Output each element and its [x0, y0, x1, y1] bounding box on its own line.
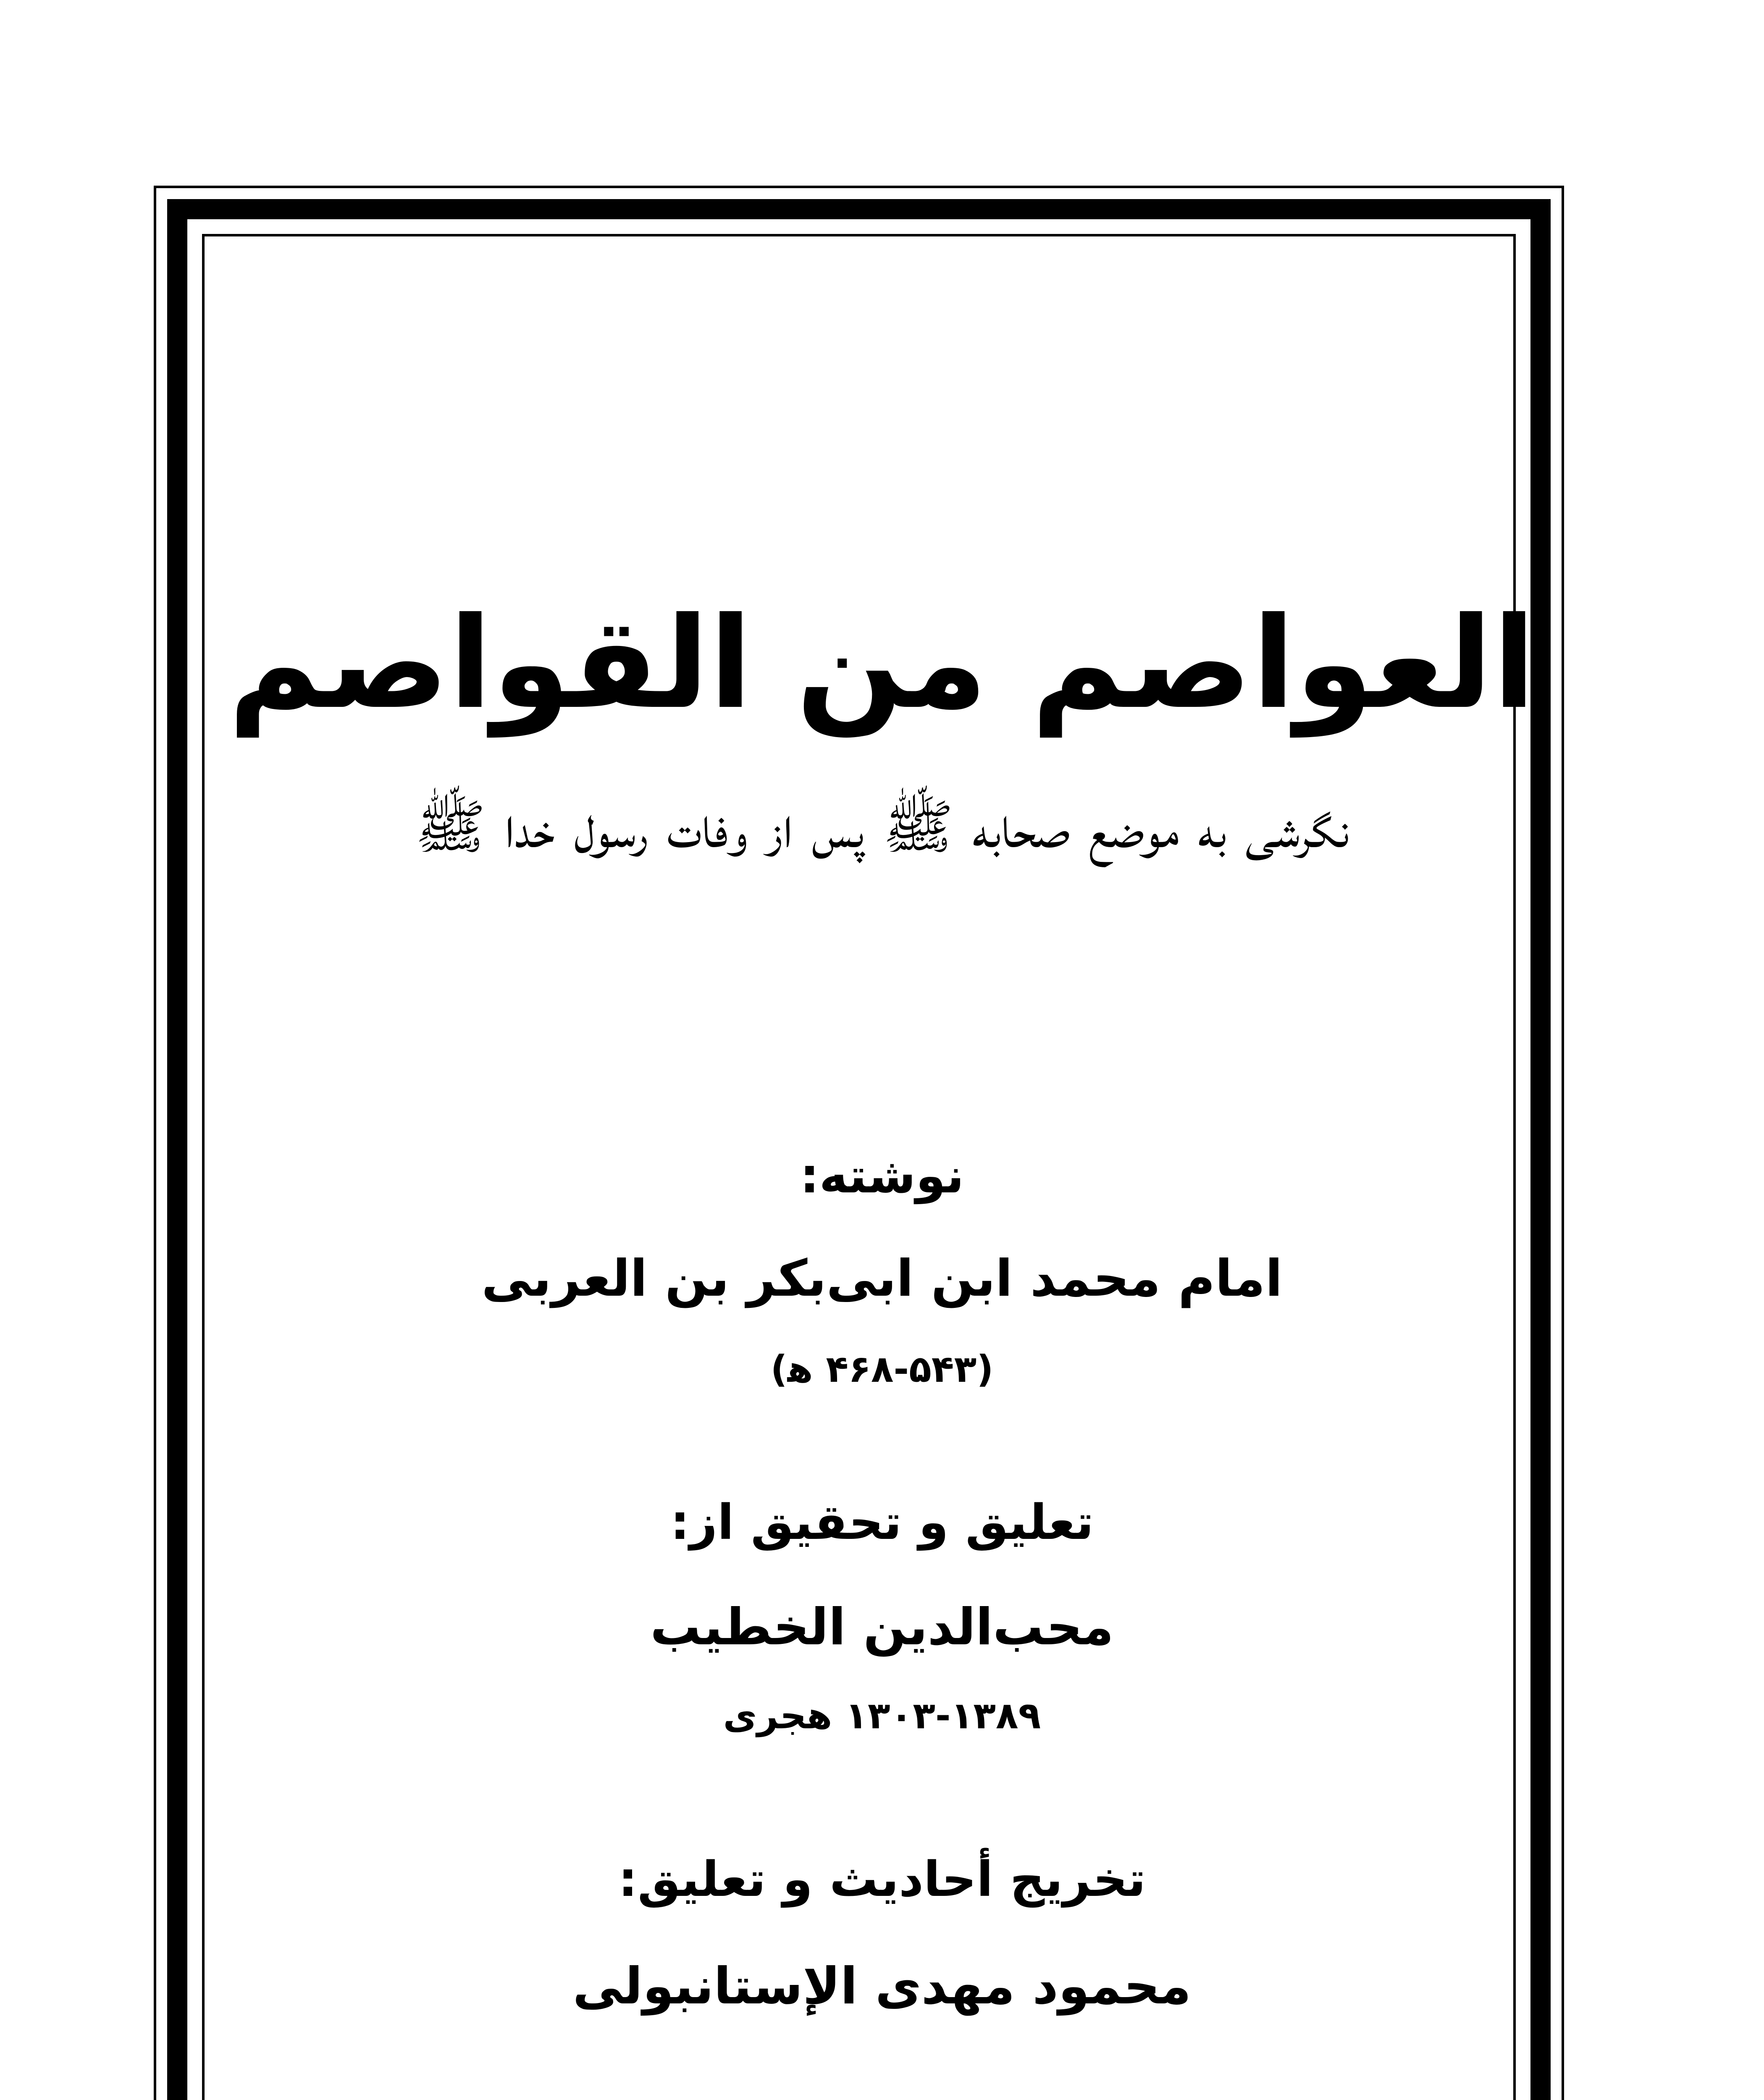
author-name: امام محمد ابن ابی‌بکر بن العربی: [481, 1250, 1283, 1308]
editor-dates: ۱۳۰۳-۱۳۸۹ هجری: [723, 1694, 1041, 1737]
book-title: العواصم من القواصم: [228, 590, 1536, 737]
author-dates: (۴۶۸-۵۴۳ ﻫ): [770, 1347, 994, 1391]
editor-label: تعلیق و تحقیق از:: [670, 1494, 1094, 1551]
hadith-annotator-name: محمود مهدی الإستانبولی: [572, 1957, 1192, 2016]
hadith-annotator-label: تخریج أحادیث و تعلیق:: [618, 1851, 1146, 1908]
book-subtitle: نگرشی به موضع صحابه ﷺ پس از وفات رسول خدا ﷺ: [415, 793, 1349, 861]
editor-name: محب‌الدین الخطیب: [650, 1598, 1114, 1656]
author-label: نوشته:: [800, 1148, 964, 1204]
